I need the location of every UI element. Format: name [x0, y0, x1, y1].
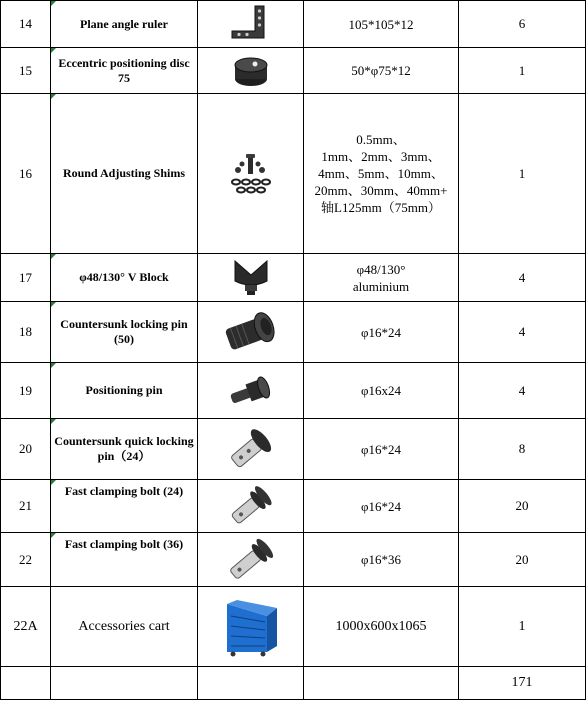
- spec-line: 1mm、2mm、3mm、: [321, 149, 441, 164]
- item-spec: φ16x24: [304, 363, 459, 419]
- angle-ruler-icon: [229, 4, 273, 44]
- item-qty: 20: [459, 480, 586, 533]
- spec-line: aluminium: [352, 278, 410, 294]
- item-spec: φ16*24: [304, 302, 459, 363]
- item-number: 16: [1, 94, 51, 254]
- item-spec: 1000x600x1065: [304, 587, 459, 667]
- item-name: [51, 254, 198, 302]
- item-name: [51, 363, 198, 419]
- item-name-text: Countersunk quick locking pin（24）: [54, 434, 194, 463]
- item-name: [51, 1, 198, 48]
- item-spec: 105*105*12: [304, 1, 459, 48]
- spec-line: 4mm、5mm、10mm、: [318, 166, 444, 181]
- total-qty: 171: [459, 667, 586, 700]
- spec-line: 0.5mm、: [356, 132, 406, 147]
- accessories-cart-icon: [221, 596, 281, 658]
- item-name: [51, 533, 198, 587]
- item-image: [198, 48, 304, 94]
- empty-cell: [51, 667, 198, 700]
- item-image: [198, 587, 304, 667]
- item-qty: 1: [459, 94, 586, 254]
- item-number: 15: [1, 48, 51, 94]
- table-row: [1, 1, 586, 48]
- locking-pin-icon: [221, 307, 281, 357]
- item-image: [198, 480, 304, 533]
- item-number: 18: [1, 302, 51, 363]
- clamping-bolt-icon: [224, 482, 278, 530]
- empty-cell: [304, 667, 459, 700]
- empty-cell: [198, 667, 304, 700]
- item-qty: 1: [459, 587, 586, 667]
- item-image: [198, 533, 304, 587]
- item-image: [198, 363, 304, 419]
- v-block-icon: [229, 257, 273, 299]
- item-name: [51, 302, 198, 363]
- item-number: 17: [1, 254, 51, 302]
- spec-line: φ48/130°: [356, 261, 406, 277]
- item-qty: 4: [459, 254, 586, 302]
- clamping-bolt-icon: [224, 536, 278, 584]
- quick-locking-pin-icon: [224, 422, 278, 476]
- item-image: [198, 302, 304, 363]
- positioning-pin-icon: [226, 370, 276, 412]
- table-row: [1, 302, 586, 363]
- item-name-text: Countersunk locking pin (50): [60, 317, 188, 346]
- item-qty: 20: [459, 533, 586, 587]
- item-name: [51, 480, 198, 533]
- total-row: [1, 667, 586, 700]
- item-name-text: Eccentric positioning disc 75: [58, 55, 190, 85]
- item-name: [51, 587, 198, 667]
- table-row: [1, 363, 586, 419]
- item-spec: 50*φ75*12: [304, 48, 459, 94]
- item-name-text: φ48/130° V Block: [79, 270, 169, 284]
- item-name-text: Plane angle ruler: [80, 16, 168, 31]
- empty-cell: [1, 667, 51, 700]
- item-name: [51, 48, 198, 94]
- item-image: [198, 94, 304, 254]
- item-qty: 8: [459, 419, 586, 480]
- item-qty: 6: [459, 1, 586, 48]
- item-spec: φ16*24: [304, 480, 459, 533]
- item-image: [198, 1, 304, 48]
- item-name-text: Fast clamping bolt (24): [64, 484, 184, 498]
- item-qty: 4: [459, 302, 586, 363]
- table-row: [1, 587, 586, 667]
- item-number: 22: [1, 533, 51, 587]
- table-row: [1, 419, 586, 480]
- item-number: 19: [1, 363, 51, 419]
- table-row: [1, 94, 586, 254]
- item-number: 14: [1, 1, 51, 48]
- item-qty: 1: [459, 48, 586, 94]
- item-number: 21: [1, 480, 51, 533]
- item-name: [51, 419, 198, 480]
- item-image: [198, 419, 304, 480]
- item-name-text: Round Adjusting Shims: [62, 166, 186, 180]
- adjusting-shims-icon: [226, 152, 276, 196]
- item-number: 22A: [1, 587, 51, 667]
- item-qty: 4: [459, 363, 586, 419]
- table-row: [1, 533, 586, 587]
- item-name-text: Accessories cart: [78, 619, 170, 634]
- item-image: [198, 254, 304, 302]
- item-name: [51, 94, 198, 254]
- table-row: [1, 480, 586, 533]
- item-spec: φ16*24: [304, 419, 459, 480]
- positioning-disc-icon: [229, 51, 273, 91]
- item-spec: [304, 254, 459, 302]
- table-row: [1, 254, 586, 302]
- item-name-text: Fast clamping bolt (36): [64, 537, 184, 551]
- spec-line: 20mm、30mm、40mm+: [314, 183, 448, 198]
- item-spec: [304, 94, 459, 254]
- item-number: 20: [1, 419, 51, 480]
- table-row: [1, 48, 586, 94]
- spec-line: 轴L125mm（75mm）: [321, 200, 441, 215]
- item-name-text: Positioning pin: [85, 383, 163, 397]
- item-spec: φ16*36: [304, 533, 459, 587]
